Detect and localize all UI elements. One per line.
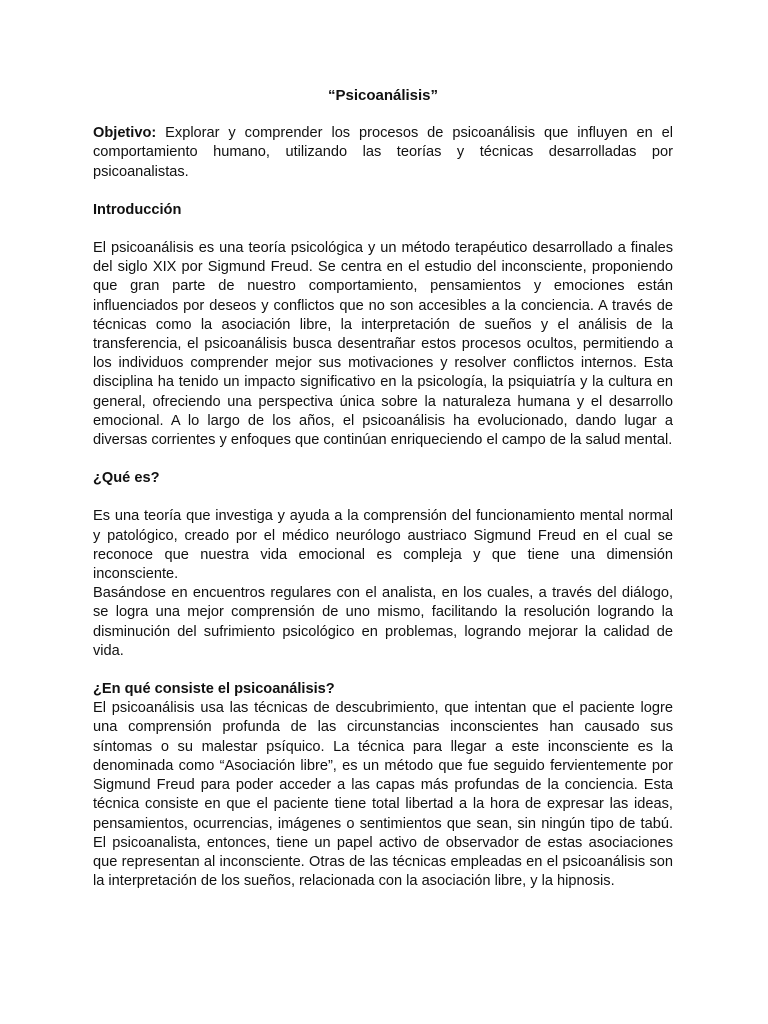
document-title: “Psicoanálisis”: [327, 87, 439, 104]
consists-paragraph: El psicoanálisis usa las técnicas de descubrimiento, que intentan que el paciente logre una comprensión profunda de las circunstancias inconscientes han causado sus síntomas o su malestar psíquico. La técnica para llegar a este inconsciente es la denominada como “Asociación libre”, es un método que fue seguido fervientemente por Sigmund Freud para poder acceder a las capas más profundas de la conciencia. Esta técnica consiste en que el paciente tiene total libertad a la hora de expresar las ideas, pensamientos, ocurrencias, imágenes o sentimientos que sean, sin ningún tipo de tabú. El psicoanalista, entonces, tiene un papel activo de observador de estas asociaciones que representan al inconsciente. Otras de las técnicas empleadas en el psicoanálisis son la interpretación de los sueños, relacionada con la asociación libre, y la hipnosis.: [93, 700, 673, 890]
what-paragraph-2: Basándose en encuentros regulares con el analista, en los cuales, a través del diálogo, se logra una mejor comprensión de uno mismo, facilitando la resolución logrando la disminución del sufrimiento psicológico en problemas, logrando mejorar la calidad de vida.: [93, 585, 673, 659]
objective-label: Objetivo:: [93, 125, 157, 142]
consists-heading: ¿En qué consiste el psicoanálisis?: [93, 681, 335, 698]
intro-heading: Introducción: [93, 201, 182, 218]
objective-paragraph: [93, 124, 673, 182]
what-heading: ¿Qué es?: [93, 470, 160, 487]
intro-paragraph: El psicoanálisis es una teoría psicológica y un método terapéutico desarrollado a finales del siglo XIX por Sigmund Freud. Se centra en el estudio del inconsciente, proponiendo que gran parte de nuestro comportamiento, pensamientos y emociones están influenciados por deseos y conflictos que no son accesibles a la conciencia. A través de técnicas como la asociación libre, la interpretación de sueños y el análisis de la transferencia, el psicoanálisis busca desentrañar estos procesos ocultos, permitiendo a los individuos comprender mejor sus motivaciones y resolver conflictos internos. Esta disciplina ha tenido un impacto significativo en la psicología, la psiquiatría y la cultura en general, ofreciendo una perspectiva única sobre la naturaleza humana y el desarrollo emocional. A lo largo de los años, el psicoanálisis ha evolucionado, dando lugar a diversas corrientes y enfoques que continúan enriqueciendo el campo de la salud mental.: [93, 240, 673, 449]
what-paragraph-1: Es una teoría que investiga y ayuda a la comprensión del funcionamiento mental normal y patológico, creado por el médico neurólogo austriaco Sigmund Freud en el cual se reconoce que nuestra vida emocional es compleja y que tiene una dimensión inconsciente.: [93, 508, 673, 583]
objective-text: Explorar y comprender los procesos de psicoanálisis que influyen en el comportamiento humano, utilizando las teorías y técnicas desarrolladas por psicoanalistas.: [93, 125, 673, 180]
